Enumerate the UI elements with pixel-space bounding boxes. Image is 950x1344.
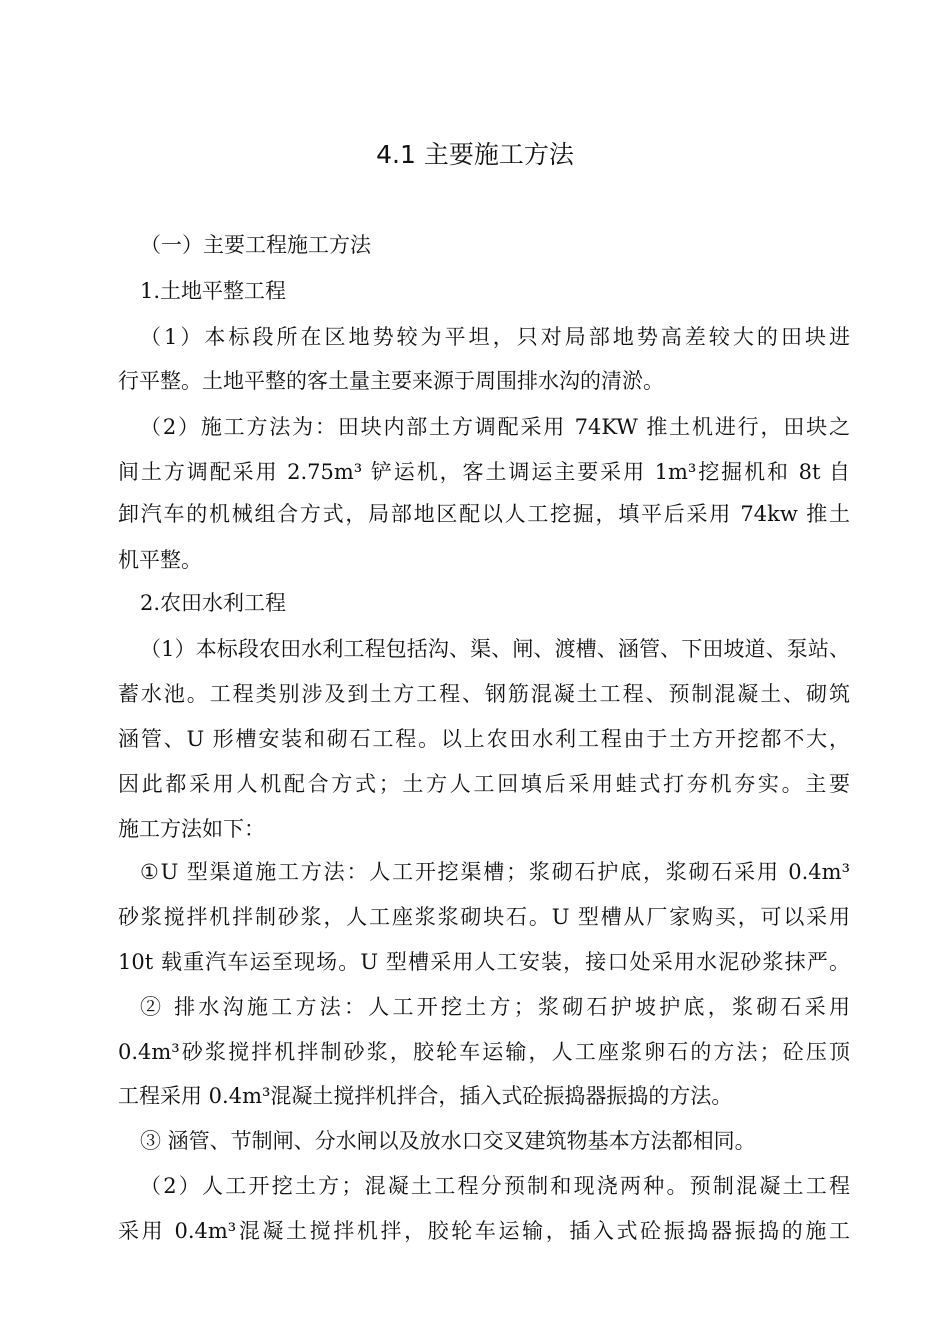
- paragraph-line: 间土方调配采用 2.75m³ 铲运机，客土调运主要采用 1m³挖掘机和 8t 自: [118, 460, 850, 484]
- paragraph-line: 10t 载重汽车运至现场。U 型槽采用人工安装，接口处采用水泥砂浆抹严。: [118, 950, 850, 974]
- paragraph-line: 砂浆搅拌机拌制砂浆，人工座浆浆砌块石。U 型槽从厂家购买，可以采用: [118, 905, 850, 929]
- paragraph-line: 采用 0.4m³混凝土搅拌机拌，胶轮车运输，插入式砼振捣器振捣的施工: [118, 1219, 850, 1243]
- heading-irrigation: 2.农田水利工程: [140, 591, 287, 615]
- paragraph-line: 施工方法如下：: [118, 817, 265, 841]
- paragraph-line: （1）本标段农田水利工程包括沟、渠、闸、渡槽、涵管、下田坡道、泵站、: [140, 637, 850, 661]
- paragraph-line: （2）施工方法为：田块内部土方调配采用 74KW 推土机进行，田块之: [140, 415, 850, 439]
- paragraph-line: 机平整。: [118, 548, 202, 572]
- paragraph-line: ② 排水沟施工方法：人工开挖土方；浆砌石护坡护底，浆砌石采用: [140, 995, 850, 1019]
- paragraph-line: ①U 型渠道施工方法：人工开挖渠槽；浆砌石护底，浆砌石采用 0.4m³: [140, 860, 850, 884]
- paragraph-line: 蓄水池。工程类别涉及到土方工程、钢筋混凝土工程、预制混凝土、砌筑: [118, 682, 850, 706]
- paragraph-line: 工程采用 0.4m³混凝土搅拌机拌合，插入式砼振捣器振捣的方法。: [118, 1084, 733, 1108]
- heading-main-methods: （一）主要工程施工方法: [140, 233, 371, 257]
- paragraph-line: 0.4m³砂浆搅拌机拌制砂浆，胶轮车运输，人工座浆卵石的方法；砼压顶: [118, 1040, 850, 1064]
- heading-land-leveling: 1.土地平整工程: [140, 279, 287, 303]
- paragraph-line: ③ 涵管、节制闸、分水闸以及放水口交叉建筑物基本方法都相同。: [140, 1129, 756, 1153]
- paragraph-line: （2）人工开挖土方；混凝土工程分预制和现浇两种。预制混凝土工程: [140, 1174, 850, 1198]
- paragraph-line: 因此都采用人机配合方式；土方人工回填后采用蛙式打夯机夯实。主要: [118, 772, 850, 796]
- paragraph-line: 卸汽车的机械组合方式，局部地区配以人工挖掘，填平后采用 74kw 推土: [118, 502, 850, 526]
- paragraph-line: （1）本标段所在区地势较为平坦，只对局部地势高差较大的田块进: [140, 325, 850, 349]
- paragraph-line: 行平整。土地平整的客土量主要来源于周围排水沟的清淤。: [118, 369, 664, 393]
- section-title: 4.1 主要施工方法: [376, 140, 574, 169]
- paragraph-line: 涵管、U 形槽安装和砌石工程。以上农田水利工程由于土方开挖都不大，: [118, 727, 850, 751]
